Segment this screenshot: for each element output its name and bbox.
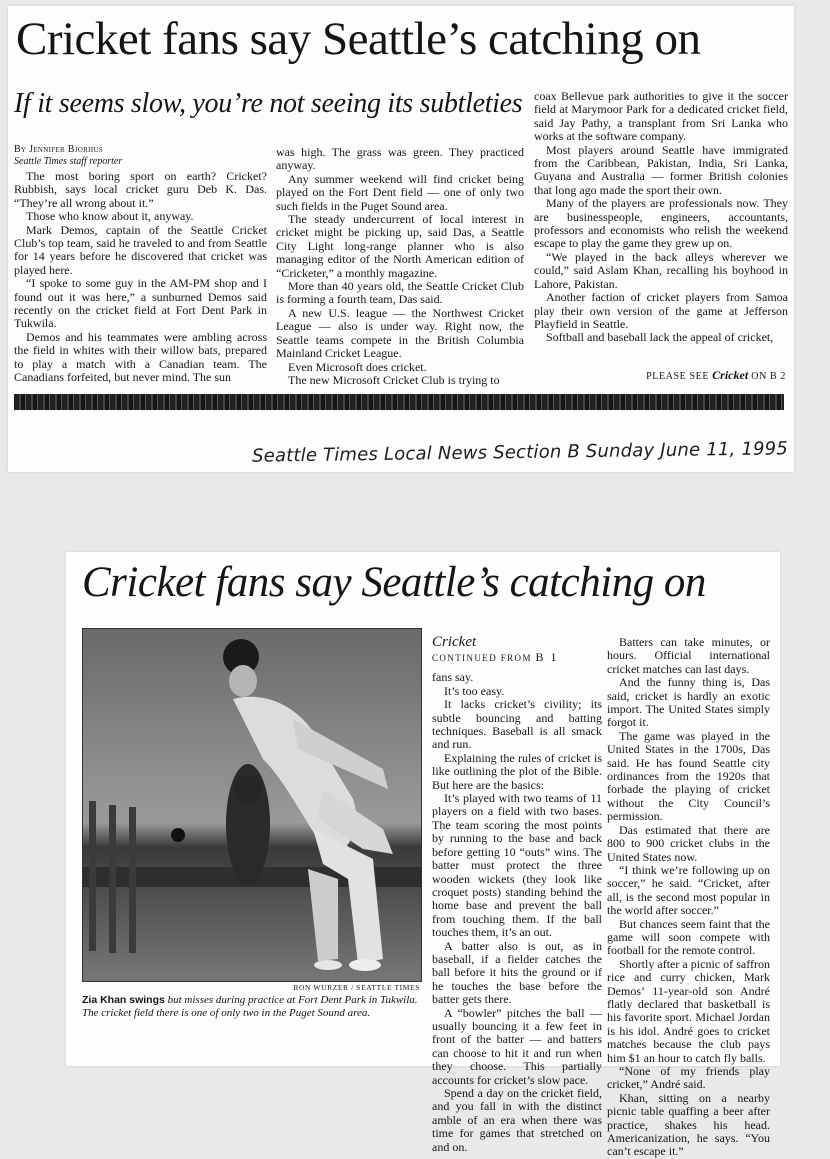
paragraph: It’s too easy. — [444, 683, 505, 698]
jump-prefix: PLEASE SEE — [646, 371, 710, 382]
paragraph: Most players around Seattle have immigrated from the Caribbean, Pakistan, India, Sri Lanka, Guyana and Australia — former British colonies that long ago made the sport their own. — [534, 142, 788, 197]
paragraph: Another faction of cricket players from Samoa play their own version of the game at Jefferson Playfield in Seattle. — [534, 290, 788, 331]
paragraph: A batter also is out, as in baseball, if a fielder catches the ball before it hits the ground or if he touches the base before the batter gets there. — [432, 938, 602, 1007]
continued-column-2 — [607, 636, 770, 1159]
paragraph: The new Microsoft Cricket Club is trying to — [288, 372, 500, 387]
photo-caption — [82, 994, 420, 1020]
paragraph: It lacks cricket’s civility; its subtle bouncing and batting techniques. Baseball is all smack and run. — [432, 697, 602, 752]
paragraph: Explaining the rules of cricket is like outlining the plot of the Bible. But here are the basics: — [432, 750, 602, 792]
paragraph: Das estimated that there are 800 to 900 cricket clubs in the United States now. — [607, 822, 770, 864]
paragraph: The steady undercurrent of local interest in cricket might be picking up, said Das, a Seattle City Light long-range planner who is also managing editor of the North American edition of “Cricketer,” a monthly magazine. — [276, 212, 524, 280]
jump-tag: Cricket — [432, 634, 477, 650]
bottom-clipping — [66, 552, 780, 1159]
continued-label: CONTINUED FROM — [432, 653, 532, 663]
paragraph: Demos and his teammates were ambling across the field in whites with their willow bats, prepared to play a match with a Canadian team. The Canadians forfeited, but never mind. The sun — [14, 329, 267, 385]
paragraph: The most boring sport on earth? Cricket? Rubbish, says local cricket guru Deb K. Das. “They’re all wrong about it.” — [14, 169, 267, 210]
headline-top: Cricket fans say Seattle’s catching on — [16, 13, 701, 65]
divider-rule — [14, 394, 784, 410]
paragraph: Many of the players are professionals now. They are businesspeople, engineers, accountants, professors and economists who relish the weekend escape to play the game they grew up on. — [534, 196, 788, 251]
paragraph: But chances seem faint that the game will soon compete with football for the remote control. — [607, 916, 770, 958]
jump-word: Cricket — [712, 368, 749, 382]
paragraph: More than 40 years old, the Seattle Cricket Club is forming a fourth team, Das said. — [276, 279, 524, 307]
paragraph: Even Microsoft does cricket. — [288, 359, 427, 374]
paragraph: “None of my friends play cricket,” André said. — [607, 1064, 770, 1092]
cricket-photo-image — [83, 629, 421, 981]
paragraph: And the funny thing is, Das said, cricket is hardly an exotic import. The United States simply forgot it. — [607, 675, 770, 730]
paragraph: Spend a day on the cricket field, and you fall in with the distinct amble of an era when there was time for games that stretched on and on. — [432, 1086, 602, 1154]
paragraph: coax Bellevue park authorities to give it the soccer field at Marymoor Park for a dedicated cricket field, said Jay Pathy, a transplant from Sri Lanka who works at the software company. — [534, 89, 788, 144]
headline-bottom: Cricket fans say Seattle’s catching on — [82, 559, 706, 606]
article-column-1 — [14, 170, 267, 385]
byline-role: Seattle Times staff reporter — [14, 156, 123, 167]
paragraph: A new U.S. league — the Northwest Cricket League — also is under way. Right now, the Seattle teams compete in the British Columbia Mainland Cricket League. — [276, 305, 524, 361]
jump-line — [646, 368, 786, 383]
subheadline: If it seems slow, you’re not seeing its subtleties — [14, 88, 523, 119]
cricket-photo — [82, 628, 422, 982]
caption-lead: Zia Khan swings — [82, 994, 165, 1006]
paragraph: A “bowler” pitches the ball — usually bouncing it a few feet in front of the batter — and batters can choose to hit it and run when they choose. This partially accounts for cricket’s slow pace. — [432, 1005, 602, 1087]
byline-name: By Jennifer Bjorhus — [14, 144, 103, 155]
continued-page: B 1 — [535, 650, 559, 664]
paragraph: “I spoke to some guy in the AM-PM shop and I found out it was here,” a sunburned Demos said recently on the cricket field at Fort Dent Park in Tukwila. — [14, 276, 267, 331]
jump-suffix: ON B 2 — [751, 371, 786, 382]
paragraph: It’s played with two teams of 11 players on a field with two bases. The team scoring the most points by running to the base and back before getting 10 “outs” wins. The batter must protect the three wooden wickets (they look like croquet posts) standing behind the home base and prevent the ball from touching them. If the ball touches them, it’s an out. — [432, 791, 602, 940]
byline — [14, 144, 122, 168]
paragraph: Those who know about it, anyway. — [26, 209, 194, 224]
photo-credit: RON WURZER / SEATTLE TIMES — [293, 983, 420, 992]
top-clipping — [8, 6, 794, 472]
paragraph: “I think we’re following up on soccer,” he said. “Cricket, after all, is the second most popular in the world after soccer.” — [607, 862, 770, 918]
caption-text: but misses during practice at Fort Dent Park in Tukwila. The cricket field there is one of only two in the Puget Sound area. — [82, 994, 418, 1019]
continued-from — [432, 651, 602, 665]
paragraph: Shortly after a picnic of saffron rice and curry chicken, Mark Demos’ 11-year-old son André flatly declared that basketball is his favorite sport. Michael Jordan is his idol. André goes to cricket matches because the club pays him $1 an hour to catch fly balls. — [607, 956, 770, 1065]
handwritten-note: Seattle Times Local News Section B Sunday June 11, 1995 — [251, 438, 789, 467]
article-column-3 — [534, 90, 788, 345]
paragraph: Mark Demos, captain of the Seattle Cricket Club’s top team, said he traveled to and from Seattle for 14 years before he discovered that cricket was played here. — [14, 222, 267, 277]
paragraph: Softball and baseball lack the appeal of cricket, — [546, 330, 774, 345]
paragraph: The game was played in the United States in the 1700s, Das said. He has found Seattle city ordinances from the 1920s that forbade the playing of cricket without the City Council’s permission. — [607, 728, 770, 824]
paragraph: fans say. — [432, 670, 474, 685]
paragraph: Khan, sitting on a nearby picnic table quaffing a beer after practice, shakes his head. Americanization, he says. “You can’t escape it.” — [607, 1090, 770, 1159]
paragraph: Batters can take minutes, or hours. Official international cricket matches can last days. — [607, 635, 770, 676]
article-column-2 — [276, 146, 524, 387]
paragraph: Any summer weekend will find cricket being played on the Fort Dent field — one of only two such fields in the Puget Sound area. — [276, 171, 524, 213]
paragraph: “We played in the back alleys wherever we could,” said Aslam Khan, recalling his boyhood in Lahore, Pakistan. — [534, 249, 788, 291]
continued-column-1 — [432, 634, 602, 1154]
paragraph: was high. The grass was green. They practiced anyway. — [276, 145, 524, 173]
